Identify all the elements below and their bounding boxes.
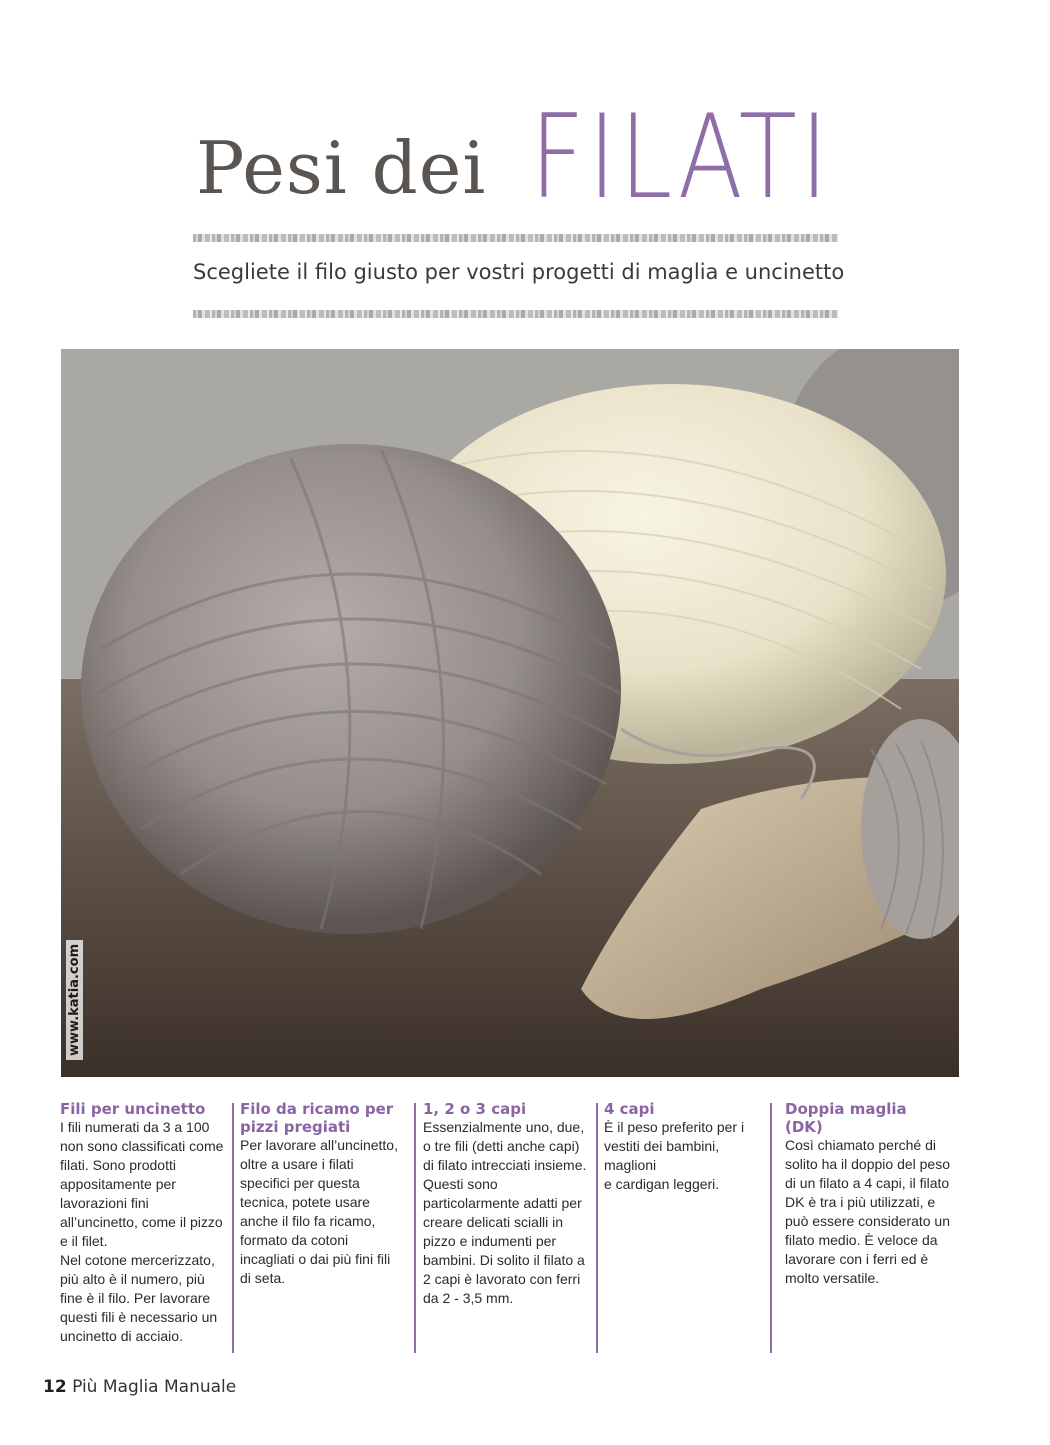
info-columns — [55, 1100, 960, 1355]
decorative-rule-top — [193, 234, 838, 242]
column-divider — [414, 1103, 416, 1353]
column-fili-uncinetto — [60, 1100, 232, 1355]
yarn-photo-illustration — [61, 349, 959, 1077]
title-pesi-dei: Pesi dei — [196, 126, 487, 210]
column-4-capi — [604, 1100, 764, 1355]
column-divider — [770, 1103, 772, 1353]
column-heading: Fili per uncinetto — [60, 1100, 206, 1118]
column-divider — [232, 1103, 234, 1353]
yarn-photo — [61, 349, 959, 1077]
page-number: 12 — [43, 1377, 67, 1397]
column-divider — [596, 1103, 598, 1353]
page-footer — [43, 1377, 236, 1397]
page-title — [0, 88, 1050, 225]
column-text: Così chiamato perché di solito ha il doppio del peso di un filato a 4 capi, il filato DK è tra i più utilizzati, e può essere considerato un filato medio. È veloce da lavorare con i ferri ed è molto versatile. — [785, 1137, 951, 1286]
column-heading: 1, 2 o 3 capi — [423, 1100, 527, 1118]
column-text: Per lavorare all’uncinetto, oltre a usare i filati specifici per questa tecnica, potete usare anche il filo fa ricamo, formato da cotoni incagliati o dai più fini fili di seta. — [240, 1137, 398, 1286]
magazine-name: Più Maglia Manuale — [72, 1377, 237, 1397]
column-heading: 4 capi — [604, 1100, 655, 1118]
column-text: I fili numerati da 3 a 100 non sono classificati come filati. Sono prodotti appositamente per lavorazioni fini all’uncinetto, come il pizzo e il filet. Nel cotone mercerizzato, più alto è il numero, più fine è il filo. Per lavorare questi fili è necessario un uncinetto di acciaio. — [60, 1119, 224, 1344]
column-heading: Filo da ricamo per pizzi pregiati — [240, 1100, 394, 1136]
photo-credit-text: www.katia.com — [66, 940, 83, 1060]
column-doppia-maglia — [785, 1100, 960, 1355]
photo-credit — [66, 943, 86, 1075]
column-capi-1-2-3 — [423, 1100, 595, 1355]
subtitle: Scegliete il filo giusto per vostri progetti di maglia e uncinetto — [193, 260, 845, 284]
column-heading: Doppia maglia (DK) — [785, 1100, 907, 1136]
decorative-rule-bottom — [193, 310, 838, 318]
column-filo-ricamo — [240, 1100, 410, 1355]
column-text: È il peso preferito per i vestiti dei bambini, maglioni e cardigan leggeri. — [604, 1119, 745, 1192]
column-text: Essenzialmente uno, due, o tre fili (detti anche capi) di filato intrecciati insieme. Questi sono particolarmente adatti per creare delicati scialli in pizzo e indumenti per bambini. Di solito il filato a 2 capi è lavorato con ferri da 2 - 3,5 mm. — [423, 1119, 587, 1306]
title-filati: FILATI — [530, 90, 832, 225]
